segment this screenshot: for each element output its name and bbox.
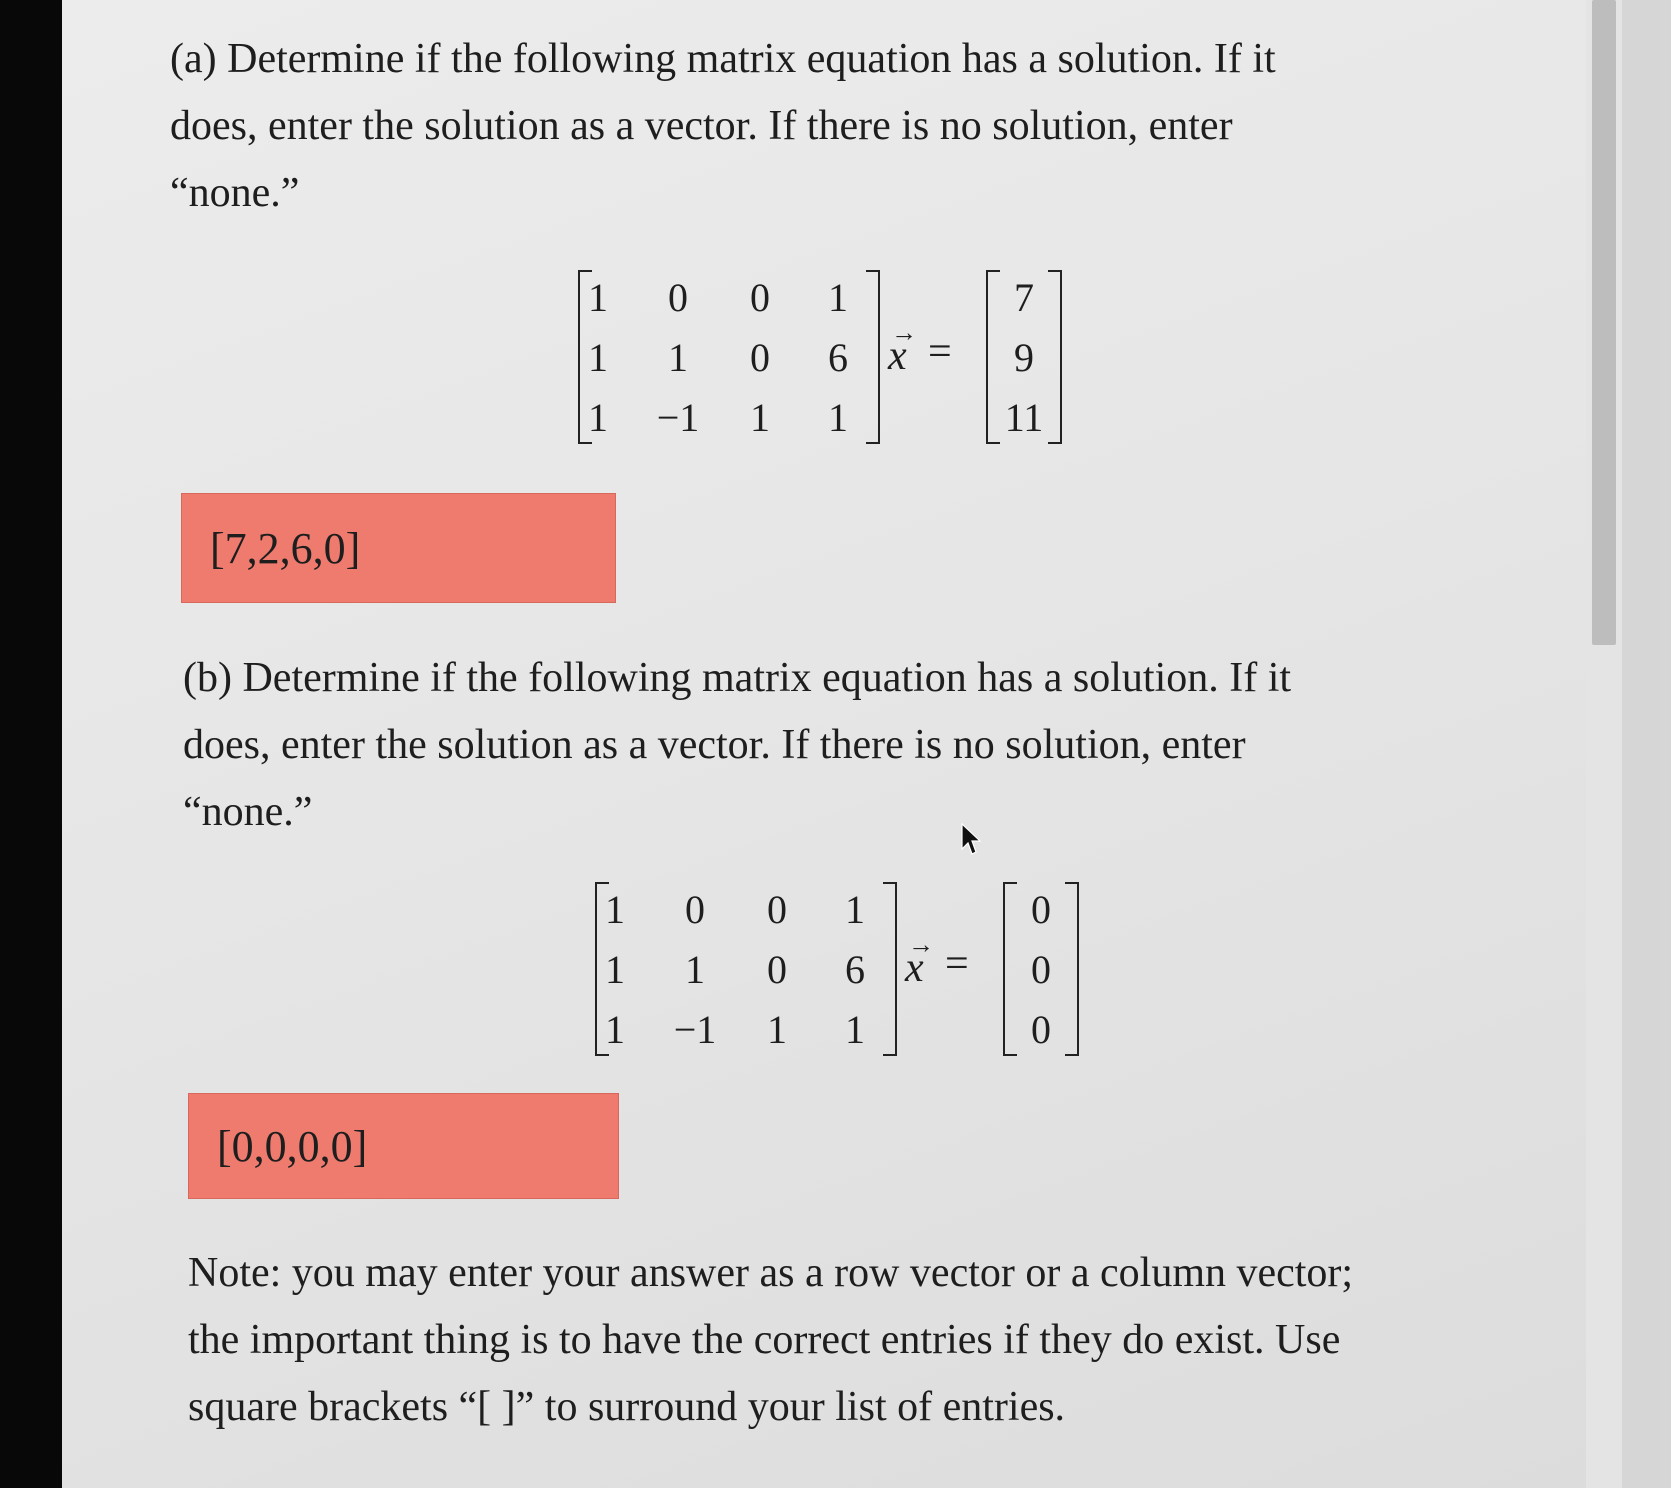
matrix-cell: −1: [656, 395, 700, 440]
matrix-cell: 1: [750, 395, 770, 440]
matrix-cell: 0: [767, 887, 787, 932]
rhs-cell: 9: [1014, 335, 1034, 380]
arrow-cursor-icon: [960, 823, 982, 857]
part-b-answer-value: [0,0,0,0]: [217, 1121, 368, 1171]
matrix-cell: 1: [685, 947, 705, 992]
matrix-cell: −1: [673, 1007, 717, 1052]
matrix-cell: 1: [845, 1007, 865, 1052]
screen-bezel: [0, 0, 70, 1488]
matrix-cell: 1: [588, 395, 608, 440]
matrix-cell: 0: [750, 335, 770, 380]
rhs-cell: 0: [1031, 1007, 1051, 1052]
matrix-cell: 1: [605, 887, 625, 932]
matrix-cell: 1: [668, 335, 688, 380]
rhs-cell: 11: [1004, 395, 1044, 440]
rhs-cell: 0: [1031, 947, 1051, 992]
vector-arrow-icon: →: [908, 930, 934, 959]
matrix-right-bracket: [866, 270, 880, 444]
matrix-cell: 0: [668, 275, 688, 320]
window-edge: [1622, 0, 1671, 1488]
matrix-cell: 1: [605, 1007, 625, 1052]
vector-x-label: x: [905, 945, 924, 991]
vector-x-symbol: [905, 930, 934, 992]
vector-x-label: x: [888, 333, 907, 379]
part-b-matrix-equation: [595, 882, 1075, 1062]
matrix-cell: 1: [588, 335, 608, 380]
part-b-question: (b) Determine if the following matrix equation has a solution. If it does, enter the solution as a vector. If there is no solution, enter “none.”: [183, 655, 1292, 835]
scrollbar-thumb[interactable]: [1592, 0, 1616, 645]
matrix-cell: 1: [828, 275, 848, 320]
matrix-cell: 6: [845, 947, 865, 992]
equals-sign: =: [945, 941, 969, 987]
matrix-cell: 1: [845, 887, 865, 932]
equals-sign: =: [928, 329, 952, 375]
matrix-cell: 1: [605, 947, 625, 992]
matrix-cell: 1: [588, 275, 608, 320]
part-a-question: (a) Determine if the following matrix equation has a solution. If it does, enter the solution as a vector. If there is no solution, enter “none.”: [170, 36, 1276, 216]
part-b-answer-input[interactable]: [188, 1093, 619, 1199]
vector-arrow-icon: →: [891, 318, 917, 347]
matrix-cell: 0: [685, 887, 705, 932]
vector-x-symbol: [888, 318, 917, 380]
matrix-cell: 1: [828, 395, 848, 440]
matrix-right-bracket: [883, 882, 897, 1056]
rhs-cell: 0: [1031, 887, 1051, 932]
part-a-answer-value: [7,2,6,0]: [210, 523, 361, 573]
matrix-cell: 0: [750, 275, 770, 320]
matrix-cell: 6: [828, 335, 848, 380]
part-a-matrix-equation: [578, 270, 1058, 450]
note-text: Note: you may enter your answer as a row vector or a column vector; the important thing is to have the correct entries if they do exist. Use square brackets “[ ]” to surround your list of entries.: [188, 1250, 1354, 1430]
matrix-cell: 0: [767, 947, 787, 992]
rhs-cell: 7: [1014, 275, 1034, 320]
matrix-cell: 1: [767, 1007, 787, 1052]
part-a-answer-input[interactable]: [181, 493, 616, 603]
